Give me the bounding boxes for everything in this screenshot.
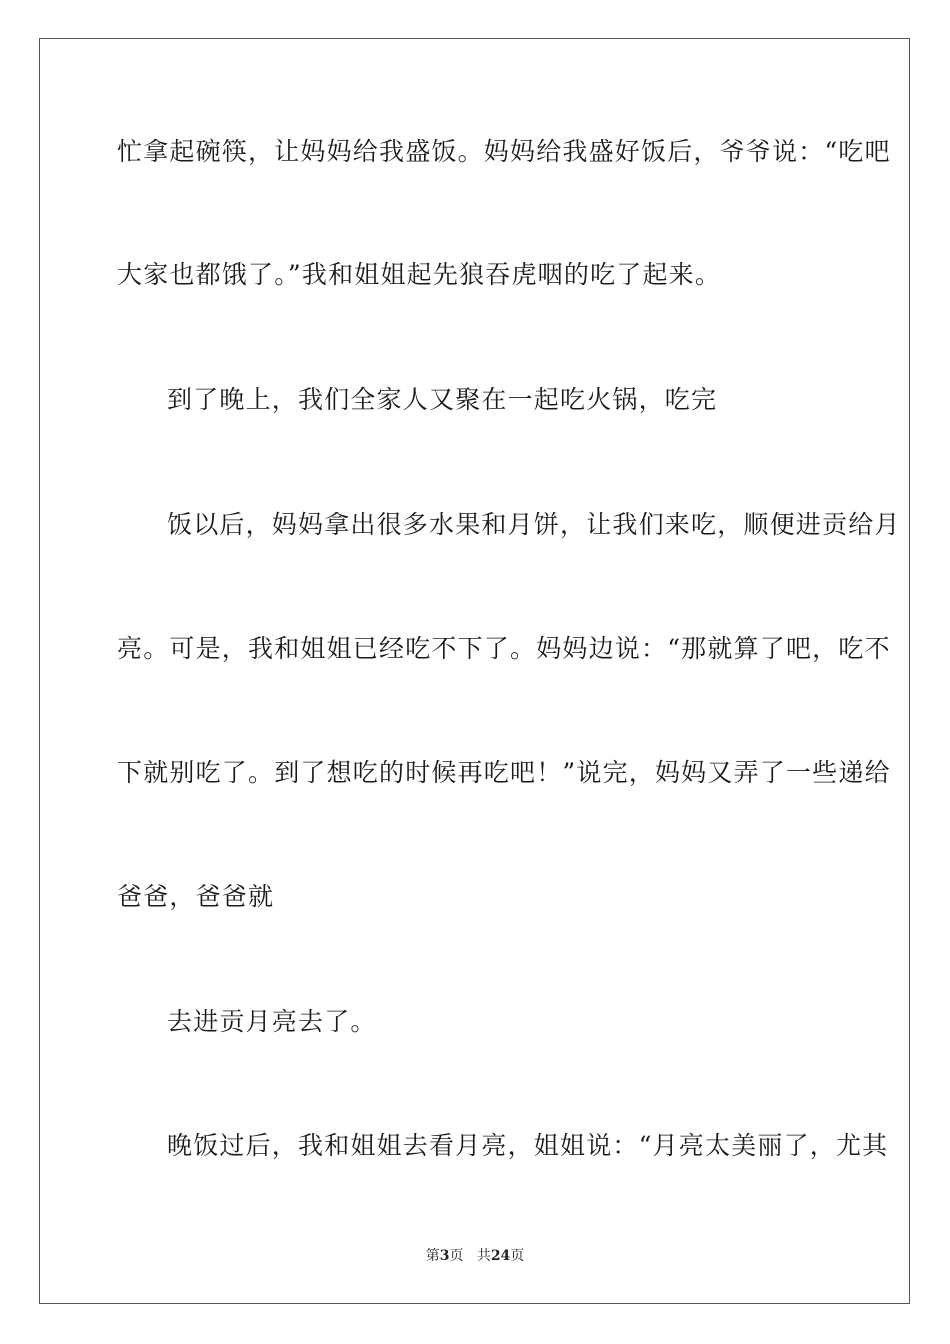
text-line: 去进贡月亮去了。: [167, 1007, 377, 1036]
text-line: 大家也都饿了。”我和姐姐起先狼吞虎咽的吃了起来。: [117, 260, 722, 289]
text-line: 亮。可是，我和姐姐已经吃不下了。妈妈边说：“那就算了吧，吃不: [117, 634, 891, 663]
text-line: 爸爸，爸爸就: [117, 882, 275, 911]
page-number: 3: [439, 1248, 450, 1264]
page-frame: [39, 38, 910, 1304]
page-prefix: 第: [425, 1248, 440, 1264]
text-line: 下就别吃了。到了想吃的时候再吃吧！”说完，妈妈又弄了一些递给: [117, 758, 891, 787]
total-suffix: 页: [510, 1248, 525, 1264]
total-prefix: 共: [476, 1248, 491, 1264]
text-line: 晚饭过后，我和姐姐去看月亮，姐姐说：“月亮太美丽了，尤其: [167, 1131, 889, 1160]
text-line: 忙拿起碗筷，让妈妈给我盛饭。妈妈给我盛好饭后，爷爷说：“吃吧: [117, 137, 891, 166]
page-footer: [0, 1245, 950, 1265]
text-line: 饭以后，妈妈拿出很多水果和月饼，让我们来吃，顺便进贡给月: [167, 510, 901, 539]
page-suffix: 页: [449, 1248, 464, 1264]
total-pages: 24: [490, 1248, 511, 1264]
text-line: 到了晚上，我们全家人又聚在一起吃火锅，吃完: [167, 385, 718, 414]
